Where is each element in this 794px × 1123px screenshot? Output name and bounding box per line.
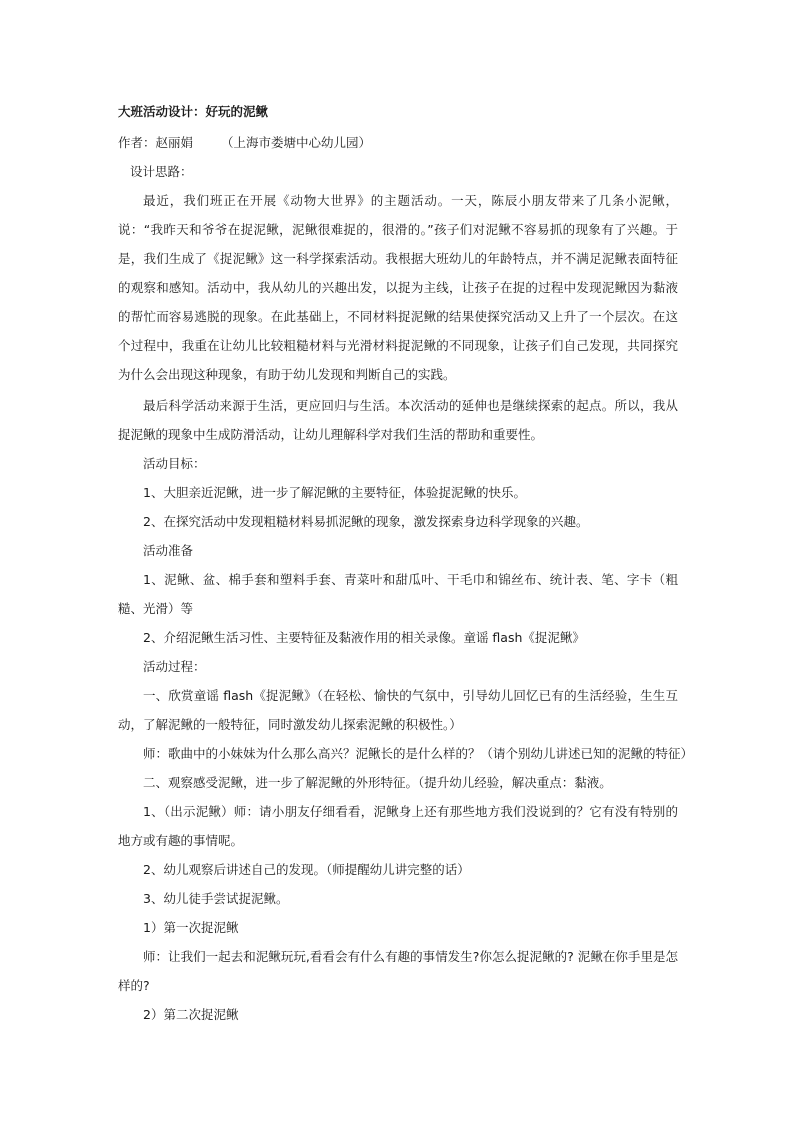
catch-round-2: 2）第二次捉泥鳅 xyxy=(143,1007,239,1022)
prep-item-2: 2、介绍泥鳅生活习性、主要特征及黏液作用的相关录像。童谣 flash《捉泥鳅》 xyxy=(143,630,585,645)
document-body xyxy=(118,100,694,1029)
prep-item-1: 1、泥鳅、盆、棉手套和塑料手套、青菜叶和甜瓜叶、干毛巾和锦丝布、统计表、笔、字卡（粗糙、光滑）等 xyxy=(118,572,678,616)
prep-heading: 活动准备 xyxy=(143,543,194,558)
design-paragraph-1: 最近，我们班正在开展《动物大世界》的主题活动。一天，陈辰小朋友带来了几条小泥鳅，说：“我昨天和爷爷在捉泥鳅，泥鳅很难捉的，很滑的。”孩子们对泥鳅不容易抓的现象有了兴趣。于是，我们生成了《捉泥鳅》这一科学探索活动。我根据大班幼儿的年龄特点，并不满足泥鳅表面特征的观察和感知。活动中，我从幼儿的兴趣出发，以捉为主线，让孩子在捉的过程中发现泥鳅因为黏液的帮忙而容易逃脱的现象。在此基础上，不同材料捉泥鳅的结果使探究活动又上升了一个层次。在这个过程中，我重在让幼儿比较粗糙材料与光滑材料捉泥鳅的不同现象，让孩子们自己发现，共同探究为什么会出现这种现象，有助于幼儿发现和判断自己的实践。 xyxy=(118,193,678,382)
document-title: 大班活动设计：好玩的泥鳅 xyxy=(118,104,269,119)
process-step-2: 二、观察感受泥鳅，进一步了解泥鳅的外形特征。（提升幼儿经验，解决重点：黏液。 xyxy=(143,775,612,790)
goal-item-1: 1、大胆亲近泥鳅，进一步了解泥鳅的主要特征，体验捉泥鳅的快乐。 xyxy=(143,485,526,500)
author-school: （上海市娄塘中心幼儿园） xyxy=(221,135,372,150)
author-line xyxy=(118,128,678,157)
teacher-question-1: 师：歌曲中的小妹妹为什么那么高兴？泥鳅长的是什么样的？（请个别幼儿讲述已知的泥鳅的特征） xyxy=(143,746,694,761)
goal-item-2: 2、在探究活动中发现粗糙材料易抓泥鳅的现象，激发探索身边科学现象的兴趣。 xyxy=(143,514,589,529)
teacher-question-2: 师：让我们一起去和泥鳅玩玩,看看会有什么有趣的事情发生?你怎么捉泥鳅的? 泥鳅在你手里是怎样的? xyxy=(118,949,678,993)
process-step-2-3: 3、幼儿徒手尝试捉泥鳅。 xyxy=(143,891,289,906)
design-heading: 设计思路： xyxy=(130,164,193,179)
process-heading: 活动过程： xyxy=(143,659,206,674)
goals-heading: 活动目标： xyxy=(143,456,206,471)
process-step-1: 一、欣赏童谣 flash《捉泥鳅》（在轻松、愉快的气氛中，引导幼儿回忆已有的生活经验，生生互动，了解泥鳅的一般特征，同时激发幼儿探索泥鳅的积极性。） xyxy=(118,688,678,732)
process-step-2-2: 2、幼儿观察后讲述自己的发现。（师提醒幼儿讲完整的话） xyxy=(143,862,470,877)
process-step-2-1: 1、（出示泥鳅）师：请小朋友仔细看看，泥鳅身上还有那些地方我们没说到的？它有没有特别的地方或有趣的事情呢。 xyxy=(118,804,678,848)
author-name: 作者：赵丽娟 xyxy=(118,135,194,150)
design-paragraph-2: 最后科学活动来源于生活，更应回归与生活。本次活动的延伸也是继续探索的起点。所以，我从捉泥鳅的现象中生成防滑活动，让幼儿理解科学对我们生活的帮助和重要性。 xyxy=(118,398,678,442)
catch-round-1: 1）第一次捉泥鳅 xyxy=(143,920,239,935)
